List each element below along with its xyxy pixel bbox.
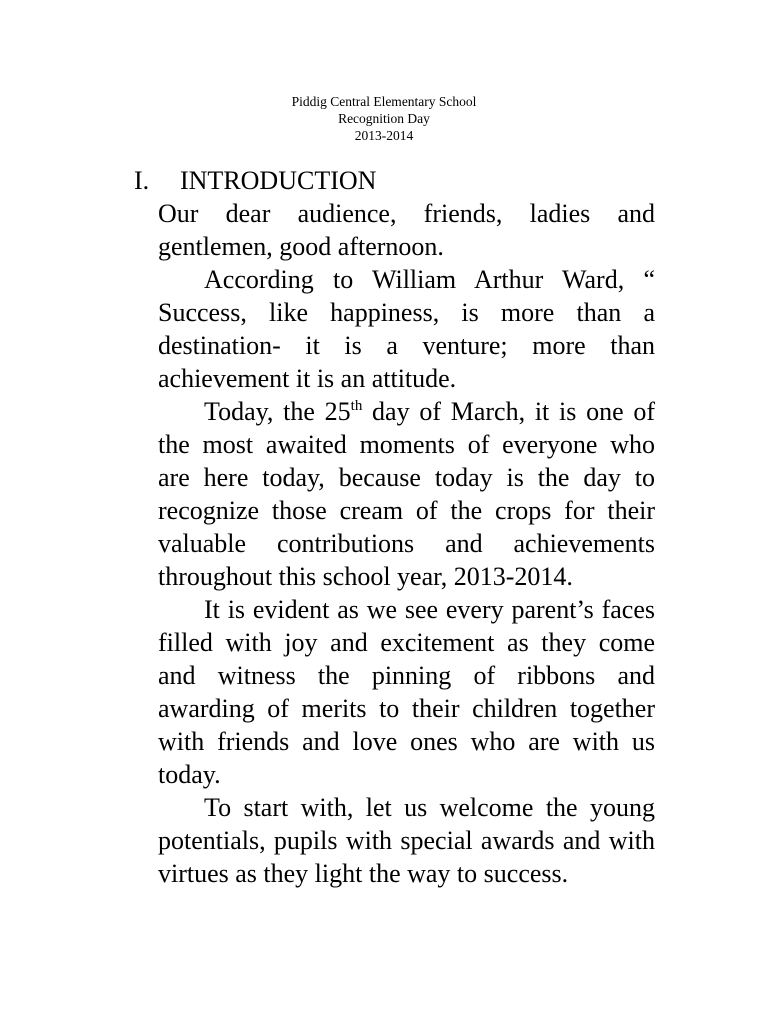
section-heading bbox=[134, 164, 376, 198]
section-number: I. bbox=[134, 166, 150, 195]
paragraph-welcome: To start with, let us welcome the young potentials, pupils with special awards and with virtues as they light the way to success. bbox=[158, 793, 655, 888]
paragraph-date-start: Today, the 25 bbox=[204, 397, 351, 426]
event-name: Recognition Day bbox=[338, 111, 430, 126]
paragraph-greeting: Our dear audience, friends, ladies and gentlemen, good afternoon. bbox=[158, 199, 655, 261]
school-year: 2013-2014 bbox=[354, 128, 414, 143]
paragraph-quote: According to William Arthur Ward, “ Success, like happiness, is more than a destination- it is a venture; more than achievement it is an attitude. bbox=[158, 265, 655, 393]
paragraph-parents: It is evident as we see every parent’s faces filled with joy and excitement as they come and witness the pinning of ribbons and awarding of merits to their children together with friends and love ones who are with us today. bbox=[158, 595, 655, 789]
ordinal-suffix: th bbox=[350, 398, 363, 414]
paragraph-date bbox=[158, 395, 655, 593]
speech-body bbox=[158, 197, 655, 890]
section-title: INTRODUCTION bbox=[180, 166, 377, 195]
paragraph-date-rest: day of March, it is one of the most awaited moments of everyone who are here today, because today is the day to recognize those cream of the crops for their valuable contributions and achievements throughout this school year, 2013-2014. bbox=[158, 397, 655, 591]
school-name: Piddig Central Elementary School bbox=[291, 94, 477, 109]
document-header bbox=[0, 93, 768, 144]
